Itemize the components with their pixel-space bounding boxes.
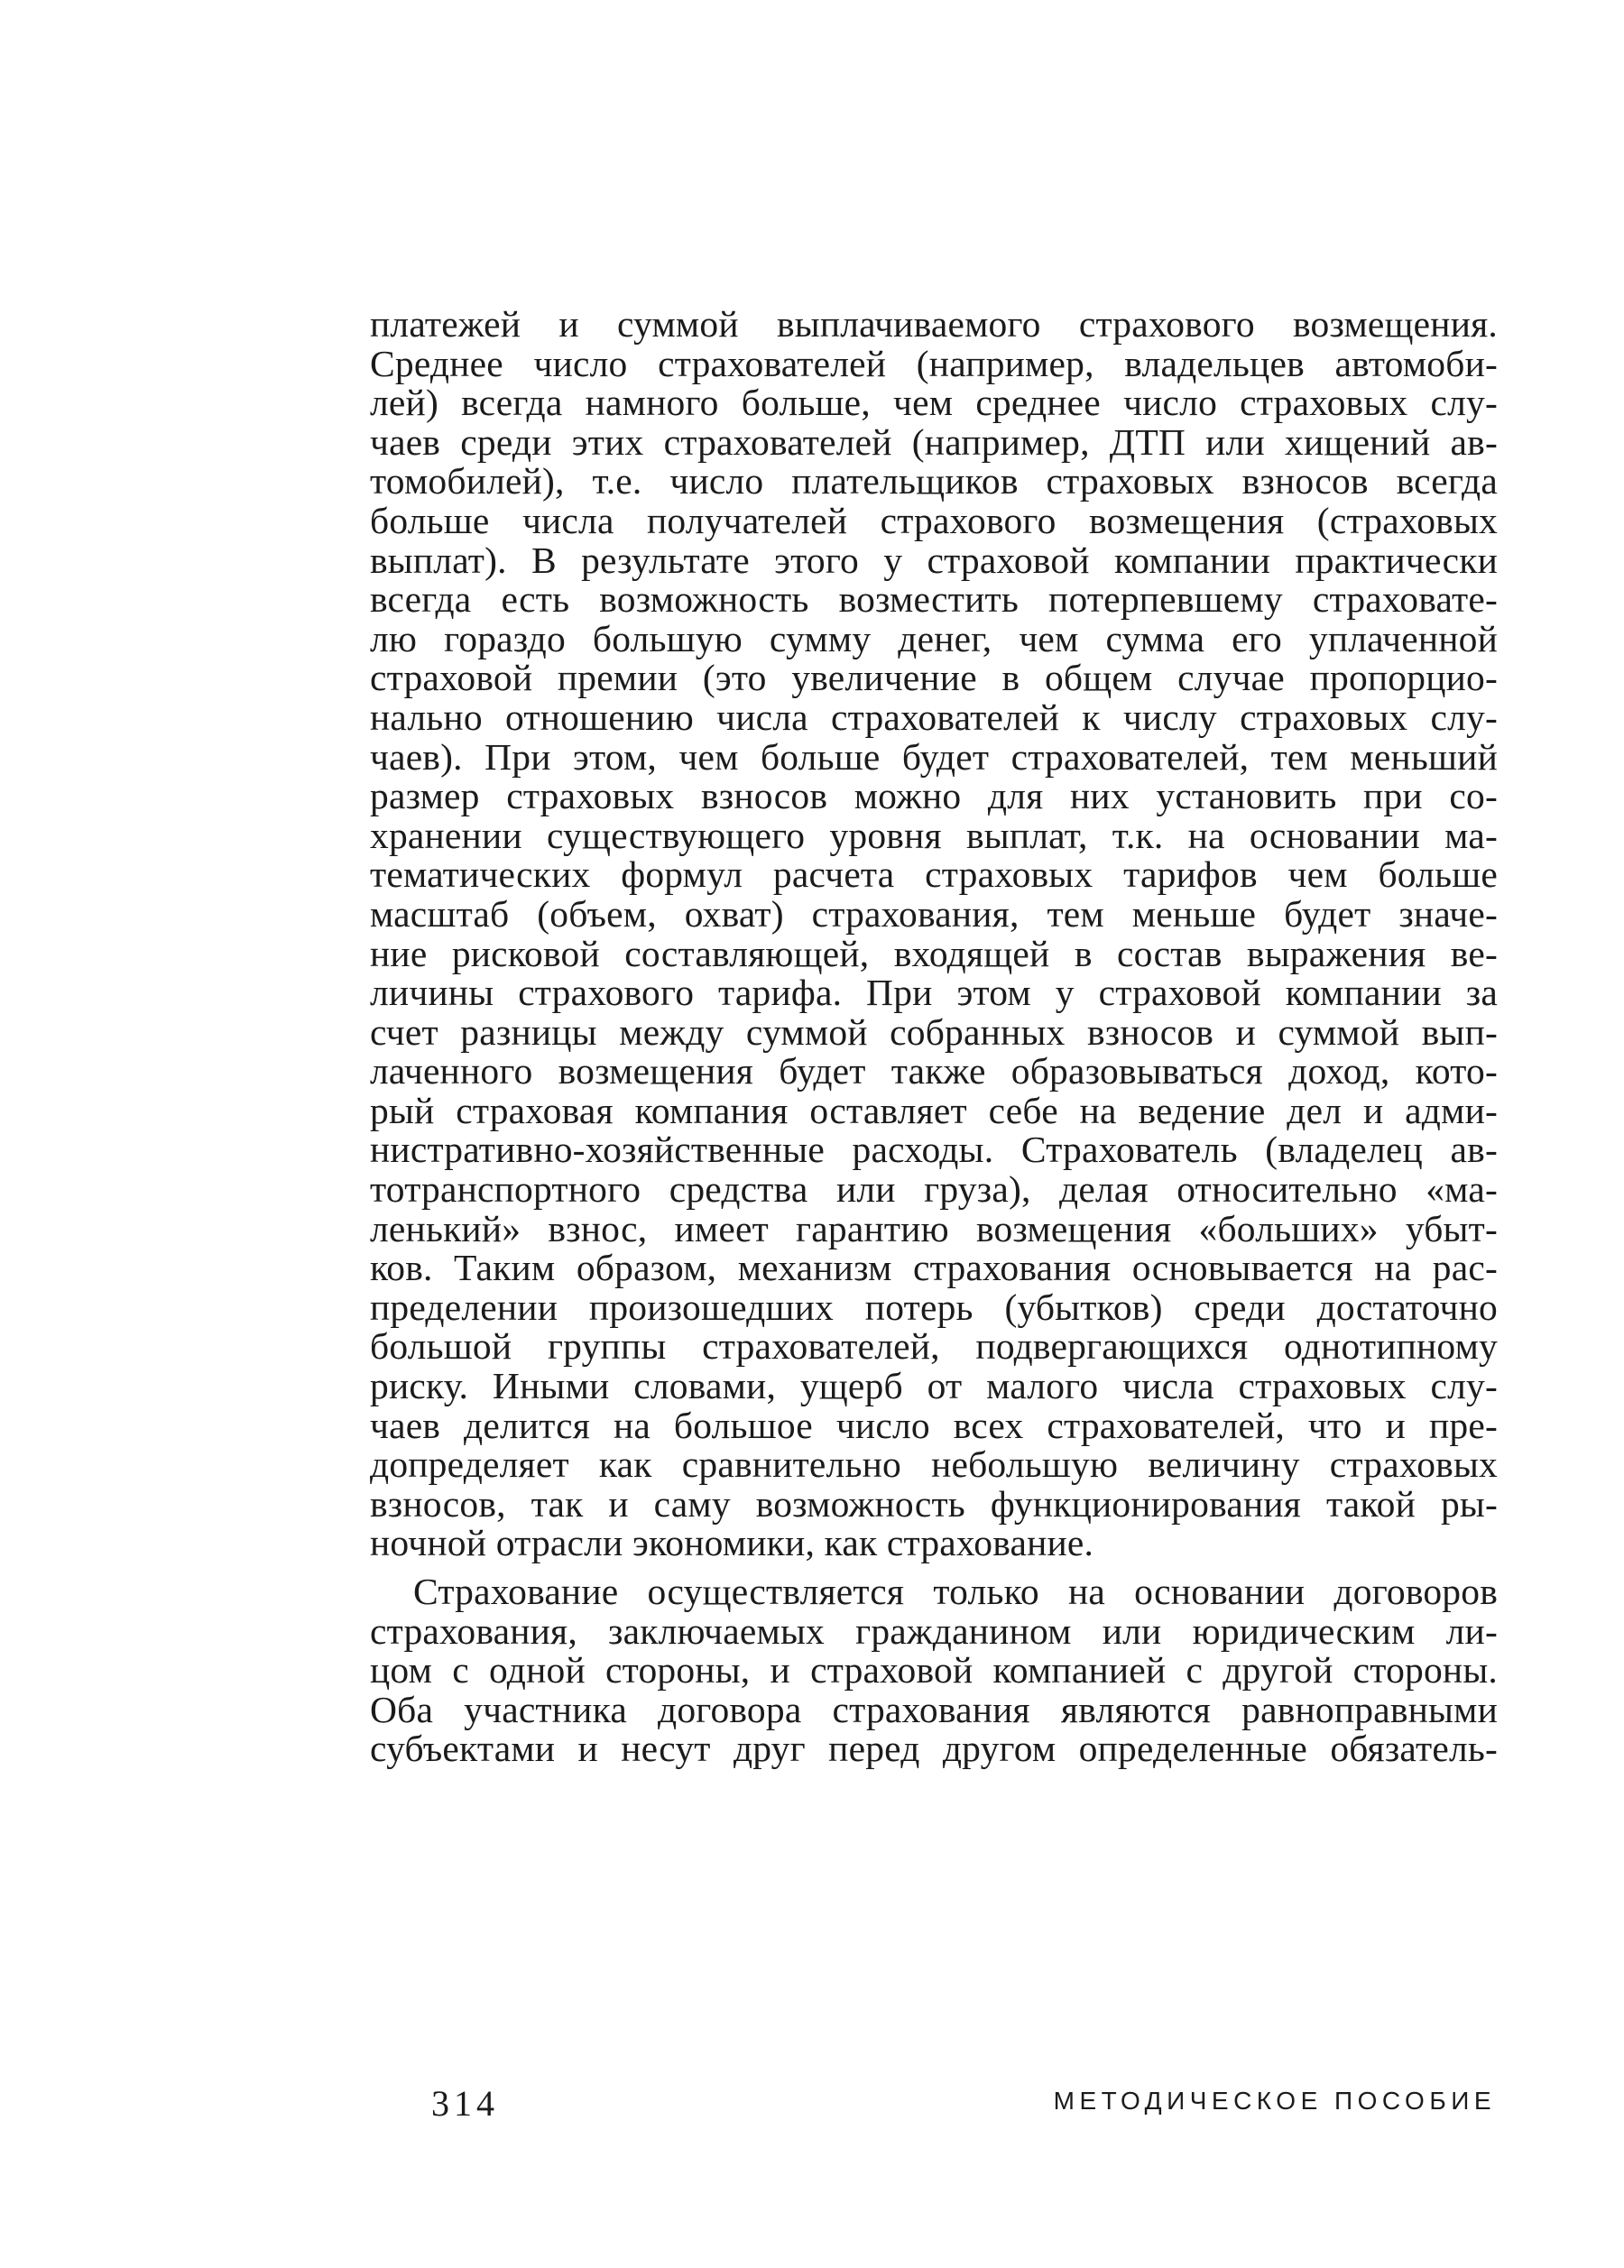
body-text	[370, 305, 1498, 1769]
text-line: Оба участника договора страхования являются равноправными	[370, 1688, 1498, 1730]
paragraph-2	[370, 1572, 1498, 1769]
text-line: тотранспортного средства или груза), делая относительно «ма-	[370, 1168, 1498, 1211]
text-line: большой группы страхователей, подвергающихся однотипному	[370, 1325, 1498, 1368]
text-line: масштаб (объем, охват) страхования, тем меньше будет значе-	[370, 892, 1498, 935]
text-line: больше числа получателей страхового возмещения (страховых	[370, 499, 1498, 541]
text-line: Страхование осуществляется только на основании договоров	[413, 1571, 1498, 1612]
text-line: платежей и суммой выплачиваемого страхового возмещения.	[370, 303, 1498, 345]
text-line: ков. Таким образом, механизм страхования основывается на рас-	[370, 1247, 1498, 1289]
text-line: пределении произошедших потерь (убытков) среди достаточно	[370, 1286, 1498, 1328]
text-line: Среднее число страхователей (например, владельцев автомоби-	[370, 342, 1498, 384]
text-line: чаев). При этом, чем больше будет страхователей, тем меньший	[370, 735, 1498, 778]
text-line: ние рисковой составляющей, входящей в состав выражения ве-	[370, 932, 1498, 974]
page-number: 314	[431, 2083, 499, 2124]
text-line: чаев делится на большое число всех страхователей, что и пре-	[370, 1404, 1498, 1446]
text-line: нистративно-хозяйственные расходы. Страхователь (владелец ав-	[370, 1129, 1498, 1171]
text-line: тематических формул расчета страховых тарифов чем больше	[370, 853, 1498, 896]
text-line: рый страховая компания оставляет себе на ведение дел и адми-	[370, 1089, 1498, 1131]
text-line: хранении существующего уровня выплат, т.к. на основании ма-	[370, 814, 1498, 856]
text-line: выплат). В результате этого у страховой компании практически	[370, 539, 1498, 581]
text-line: нально отношению числа страхователей к числу страховых слу-	[370, 696, 1498, 738]
text-line: допределяет как сравнительно небольшую величину страховых	[370, 1443, 1498, 1486]
text-line: ленький» взнос, имеет гарантию возмещения «больших» убыт-	[370, 1207, 1498, 1249]
text-line: риску. Иными словами, ущерб от малого числа страховых слу-	[370, 1365, 1498, 1407]
text-line: ночной отрасли экономики, как страхование.	[370, 1522, 1094, 1564]
text-line: всегда есть возможность возместить потерпевшему страховате-	[370, 578, 1498, 621]
text-line: страховой премии (это увеличение в общем случае пропорцио-	[370, 657, 1498, 699]
text-line: взносов, так и саму возможность функционирования такой ры-	[370, 1482, 1498, 1525]
text-line: лю гораздо большую сумму денег, чем сумма его уплаченной	[370, 617, 1498, 659]
text-line: субъектами и несут друг перед другом определенные обязатель-	[370, 1728, 1498, 1770]
page-footer	[370, 2082, 1498, 2127]
text-line: лаченного возмещения будет также образовываться доход, кото-	[370, 1050, 1498, 1093]
text-line: чаев среди этих страхователей (например, ДТП или хищений ав-	[370, 420, 1498, 463]
text-line: личины страхового тарифа. При этом у страховой компании за	[370, 972, 1498, 1014]
text-line: лей) всегда намного больше, чем среднее число страховых слу-	[370, 382, 1498, 424]
text-line: страхования, заключаемых гражданином или юридическим ли-	[370, 1609, 1498, 1652]
text-line: размер страховых взносов можно для них установить при со-	[370, 775, 1498, 817]
paragraph-1	[370, 305, 1498, 1563]
text-line: томобилей), т.е. число плательщиков страховых взносов всегда	[370, 460, 1498, 502]
text-line: цом с одной стороны, и страховой компанией с другой стороны.	[370, 1649, 1498, 1692]
text-line: счет разницы между суммой собранных взносов и суммой вып-	[370, 1010, 1498, 1053]
running-title: МЕТОДИЧЕСКОЕ ПОСОБИЕ	[1053, 2087, 1496, 2115]
